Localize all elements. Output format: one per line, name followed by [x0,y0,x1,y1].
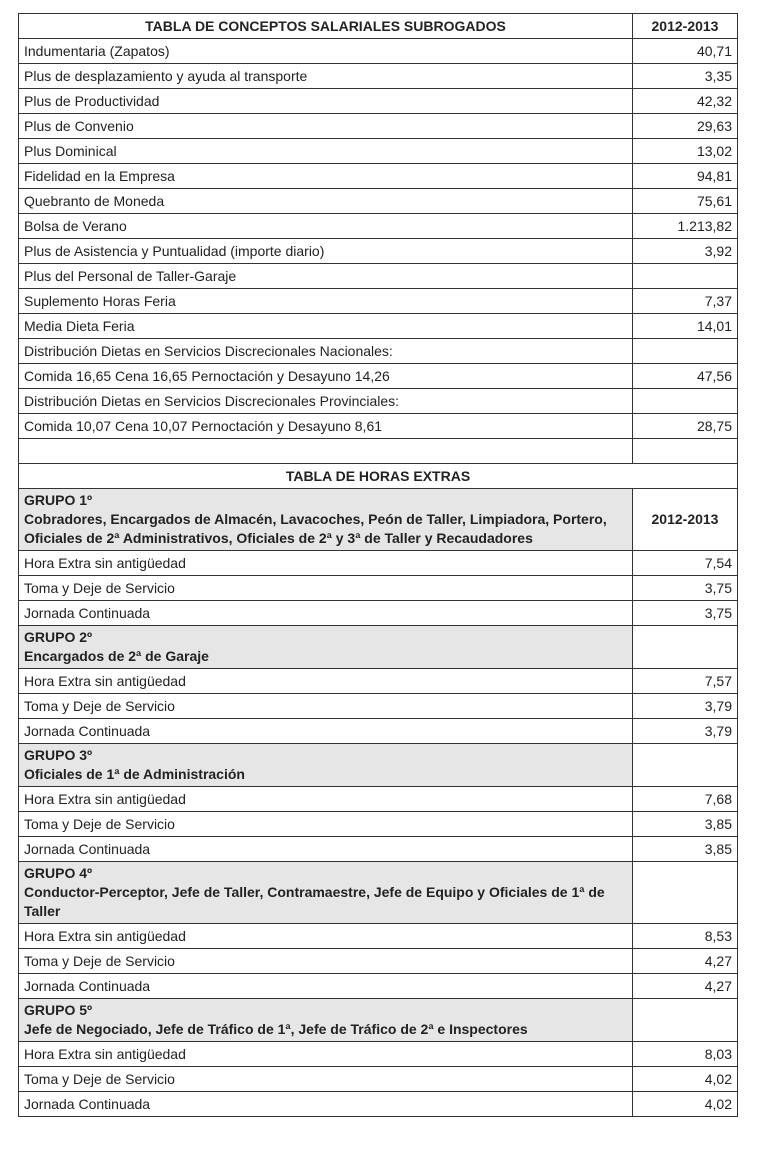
row-label: Toma y Deje de Servicio [19,949,633,974]
overtime-row [19,669,738,694]
group-period [633,626,738,669]
row-value: 28,75 [633,414,738,439]
group-period [633,999,738,1042]
row-label: Quebranto de Moneda [19,189,633,214]
group-header-row [19,489,738,551]
row-label: Plus de desplazamiento y ayuda al transporte [19,64,633,89]
salary-row [19,39,738,64]
empty-cell [633,439,738,464]
row-label: Jornada Continuada [19,719,633,744]
salary-row [19,314,738,339]
group-header [19,626,633,669]
group-header-row [19,626,738,669]
row-label: Suplemento Horas Feria [19,289,633,314]
row-label: Plus de Asistencia y Puntualidad (importe diario) [19,239,633,264]
row-value [633,389,738,414]
overtime-row [19,576,738,601]
overtime-row [19,601,738,626]
row-value: 3,35 [633,64,738,89]
row-label: Hora Extra sin antigüedad [19,551,633,576]
row-value: 14,01 [633,314,738,339]
salary-row [19,89,738,114]
row-value [633,339,738,364]
overtime-row [19,1067,738,1092]
row-value: 7,37 [633,289,738,314]
salary-row [19,139,738,164]
overtime-table-header [19,464,738,489]
group-header [19,744,633,787]
row-value: 7,54 [633,551,738,576]
row-value: 94,81 [633,164,738,189]
row-label: Distribución Dietas en Servicios Discrecionales Nacionales: [19,339,633,364]
row-value: 29,63 [633,114,738,139]
group-description: Cobradores, Encargados de Almacén, Lavacoches, Peón de Taller, Limpiadora, Portero, Oficiales de 2ª Administrativos, Oficiales de 2ª y 3ª de Taller y Recaudadores [24,511,607,546]
row-label: Jornada Continuada [19,601,633,626]
overtime-row [19,924,738,949]
row-label: Jornada Continuada [19,1092,633,1117]
group-description: Conductor-Perceptor, Jefe de Taller, Contramaestre, Jefe de Equipo y Oficiales de 1ª de Taller [24,884,605,919]
group-description: Encargados de 2ª de Garaje [24,648,209,664]
salary-row [19,264,738,289]
row-label: Comida 16,65 Cena 16,65 Pernoctación y Desayuno 14,26 [19,364,633,389]
overtime-row [19,694,738,719]
row-value [633,264,738,289]
row-value: 40,71 [633,39,738,64]
salary-table [18,13,738,1117]
row-value: 3,75 [633,576,738,601]
salary-row [19,389,738,414]
row-value: 4,27 [633,974,738,999]
row-label: Hora Extra sin antigüedad [19,1042,633,1067]
row-label: Plus del Personal de Taller-Garaje [19,264,633,289]
row-value: 3,85 [633,837,738,862]
group-header-row [19,999,738,1042]
group-name: GRUPO 4º [24,865,93,881]
group-header-row [19,744,738,787]
row-value: 4,02 [633,1067,738,1092]
overtime-row [19,1042,738,1067]
row-label: Indumentaria (Zapatos) [19,39,633,64]
overtime-row [19,974,738,999]
overtime-table-title: TABLA DE HORAS EXTRAS [19,464,738,489]
salary-row [19,164,738,189]
group-description: Oficiales de 1ª de Administración [24,766,245,782]
salary-table-period: 2012-2013 [633,14,738,39]
row-label: Jornada Continuada [19,974,633,999]
row-label: Jornada Continuada [19,837,633,862]
row-value: 47,56 [633,364,738,389]
group-name: GRUPO 3º [24,747,93,763]
group-period: 2012-2013 [633,489,738,551]
row-value: 7,57 [633,669,738,694]
group-period [633,744,738,787]
salary-table-header [19,14,738,39]
salary-row [19,189,738,214]
row-value: 8,53 [633,924,738,949]
row-value: 8,03 [633,1042,738,1067]
overtime-row [19,787,738,812]
group-header-row [19,862,738,924]
row-value: 3,79 [633,694,738,719]
row-label: Distribución Dietas en Servicios Discrecionales Provinciales: [19,389,633,414]
row-label: Media Dieta Feria [19,314,633,339]
row-label: Plus de Convenio [19,114,633,139]
row-label: Plus Dominical [19,139,633,164]
overtime-row [19,812,738,837]
row-label: Hora Extra sin antigüedad [19,787,633,812]
group-header [19,489,633,551]
salary-row [19,289,738,314]
row-label: Plus de Productividad [19,89,633,114]
row-label: Comida 10,07 Cena 10,07 Pernoctación y Desayuno 8,61 [19,414,633,439]
group-name: GRUPO 2º [24,629,93,645]
row-value: 3,92 [633,239,738,264]
overtime-row [19,719,738,744]
salary-row [19,64,738,89]
salary-row [19,114,738,139]
row-value: 1.213,82 [633,214,738,239]
empty-row [19,439,738,464]
row-value: 7,68 [633,787,738,812]
empty-cell [19,439,633,464]
salary-row [19,339,738,364]
group-header [19,862,633,924]
row-label: Toma y Deje de Servicio [19,576,633,601]
row-value: 13,02 [633,139,738,164]
salary-row [19,214,738,239]
row-value: 4,02 [633,1092,738,1117]
group-description: Jefe de Negociado, Jefe de Tráfico de 1ª, Jefe de Tráfico de 2ª e Inspectores [24,1021,528,1037]
overtime-row [19,551,738,576]
overtime-row [19,837,738,862]
row-value: 3,85 [633,812,738,837]
overtime-row [19,949,738,974]
salary-row [19,414,738,439]
salary-row [19,364,738,389]
overtime-row [19,1092,738,1117]
salary-table-title: TABLA DE CONCEPTOS SALARIALES SUBROGADOS [19,14,633,39]
row-value: 3,79 [633,719,738,744]
row-label: Hora Extra sin antigüedad [19,924,633,949]
row-label: Toma y Deje de Servicio [19,1067,633,1092]
salary-row [19,239,738,264]
group-header [19,999,633,1042]
row-value: 42,32 [633,89,738,114]
group-name: GRUPO 1º [24,492,93,508]
row-value: 3,75 [633,601,738,626]
row-label: Bolsa de Verano [19,214,633,239]
row-label: Fidelidad en la Empresa [19,164,633,189]
row-label: Toma y Deje de Servicio [19,812,633,837]
row-label: Hora Extra sin antigüedad [19,669,633,694]
row-label: Toma y Deje de Servicio [19,694,633,719]
group-name: GRUPO 5º [24,1002,93,1018]
row-value: 4,27 [633,949,738,974]
group-period [633,862,738,924]
row-value: 75,61 [633,189,738,214]
